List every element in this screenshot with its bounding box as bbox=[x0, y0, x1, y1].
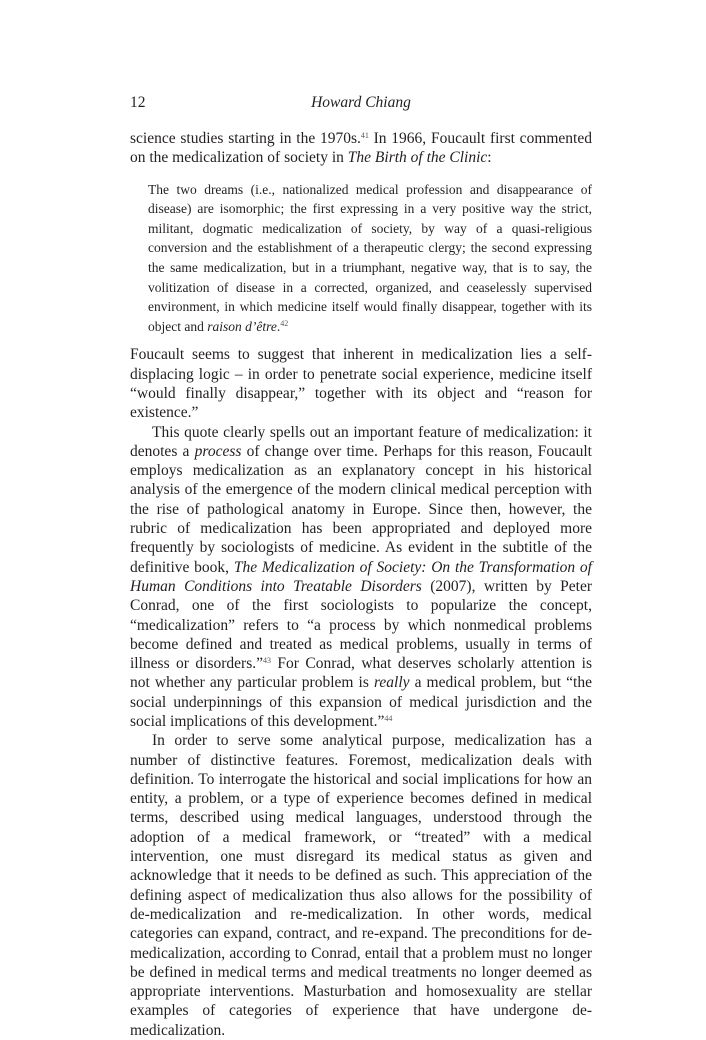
page-header bbox=[130, 94, 592, 116]
book-title: The Birth of the Clinic bbox=[347, 149, 488, 167]
paragraph-text: : bbox=[487, 149, 492, 167]
paragraph: In order to serve some analytical purpose, medicalization has a number of distinctive features. Foremost, medicalization deals with definition. To interrogate the historical and social implications for how an entity, a problem, or a type of experience becomes defined in medical terms, described using medical languages, understood through the adoption of a medical framework, or “treated” with a medical intervention, one must disregard its medical status as given and acknowledge that it needs to be defined as such. This appreciation of the defining aspect of medicalization thus also allows for the possibility of de-medicalization and re-medicalization. In other words, medical categories can expand, contract, and re-expand. The preconditions for de-medicalization, according to Conrad, entail that a problem must no longer be defined in medical terms and medical treatments no longer deemed as appropriate interventions. Masturbation and homosexuality are stellar examples of categories of experience that have undergone de-medicalization. bbox=[130, 732, 592, 1039]
emphasis: process bbox=[194, 442, 242, 460]
footnote-ref-44: 44 bbox=[384, 713, 393, 723]
paragraph-text: In 1966, Foucault first commented on the medicalization of society in bbox=[130, 130, 592, 167]
footnote-ref-43: 43 bbox=[262, 656, 271, 666]
quote-text: The two dreams (i.e., nationalized medical profession and disappearance of disease) are isomorphic; the first expressing in a very positive way the strict, militant, dogmatic medicalization of society, by way of a quasi-religious conversion and the establishment of a therapeutic clergy; the second expressing the same medicalization, but in a triumphant, negative way, that is to say, the volitization of disease in a corrected, organized, and ceaselessly supervised environment, in which medicine itself would finally disappear, together with its object and bbox=[148, 181, 592, 334]
paragraph: Foucault seems to suggest that inherent in medicalization lies a self-displacing logic – in order to penetrate social experience, medicine itself “would finally disappear,” together with its object and “reason for existence.” bbox=[130, 346, 592, 422]
quote-text: . bbox=[276, 318, 281, 334]
paragraph-text: This quote clearly spells out an important feature of medicalization: it denotes a bbox=[130, 423, 592, 460]
paragraph-text: a medical problem, but “the social underpinnings of this expansion of medical jurisdiction and the social implications of this development.” bbox=[130, 674, 592, 730]
page-number: 12 bbox=[130, 94, 146, 111]
main-text bbox=[130, 129, 592, 1040]
paragraph-continuation bbox=[130, 129, 592, 168]
block-quote bbox=[148, 180, 592, 337]
emphasis: really bbox=[373, 674, 410, 692]
paragraph-text: science studies starting in the 1970s. bbox=[130, 130, 361, 147]
running-head: Howard Chiang bbox=[311, 94, 411, 111]
paragraph-text: For Conrad, what deserves scholarly attention is not whether any particular problem is bbox=[130, 655, 592, 692]
footnote-ref-41: 41 bbox=[360, 131, 369, 140]
book-title: The Medicalization of Society: On the Transformation of Human Conditions into Treatable Disorders bbox=[130, 558, 592, 595]
quote-italic: raison d’être bbox=[207, 318, 277, 334]
paragraph-text: of change over time. Perhaps for this reason, Foucault employs medicalization as an explanatory concept in his historical analysis of the emergence of the modern clinical medical perception with the rise of pathological anatomy in Europe. Since then, however, the rubric of medicalization has been appropriated and deployed more frequently by sociologists of medicine. As evident in the subtitle of the definitive book, bbox=[130, 442, 592, 576]
footnote-ref-42: 42 bbox=[280, 318, 289, 328]
paragraph bbox=[130, 423, 592, 732]
paragraph-text: (2007), written by Peter Conrad, one of the first sociologists to popularize the concept, “medicalization” refers to “a process by which nonmedical problems become defined and treated as medical problems, usually in terms of illness or disorders.” bbox=[130, 577, 592, 673]
